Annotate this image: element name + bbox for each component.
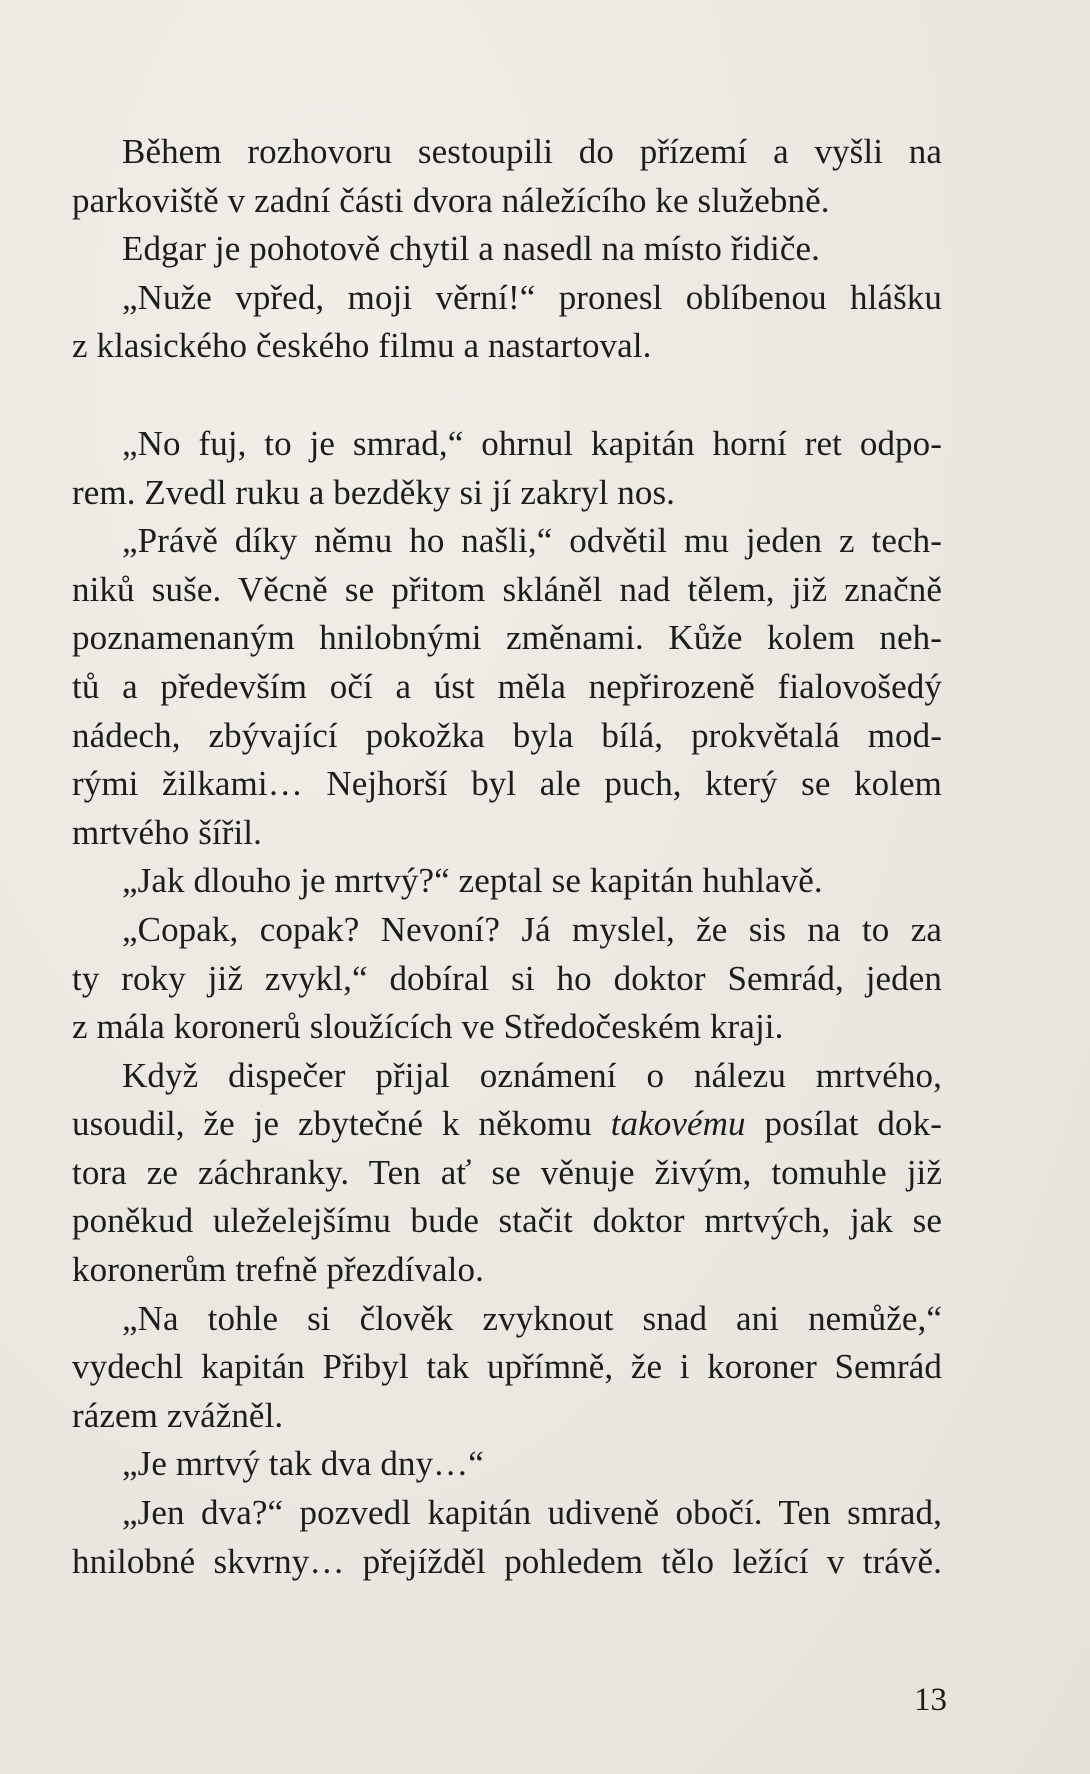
text-line: z mála koronerů sloužících ve Středočeském kraji. bbox=[72, 1007, 784, 1047]
text-line: „No fuj, to je smrad,“ ohrnul kapitán horní ret odpo- bbox=[122, 423, 942, 463]
text-line: „Na tohle si člověk zvyknout snad ani nemůže,“ bbox=[122, 1298, 942, 1338]
text-line: rázem zvážněl. bbox=[72, 1395, 284, 1435]
section-gap bbox=[72, 371, 942, 420]
text-line: „Je mrtvý tak dva dny…“ bbox=[122, 1444, 484, 1484]
text-line: rými žilkami… Nejhorší byl ale puch, který se kolem bbox=[72, 764, 942, 804]
text-segment: usoudil, že je zbytečné k někomu bbox=[72, 1104, 611, 1144]
text-line: poznamenaným hnilobnými změnami. Kůže kolem neh- bbox=[72, 618, 942, 658]
text-line: rem. Zvedl ruku a bezděky si jí zakryl nos. bbox=[72, 472, 676, 512]
text-line: koronerům trefně přezdívalo. bbox=[72, 1250, 484, 1290]
text-line: Když dispečer přijal oznámení o nálezu mrtvého, bbox=[122, 1055, 942, 1095]
text-segment: posílat dok- bbox=[745, 1104, 942, 1144]
text-section-opening bbox=[72, 128, 942, 371]
text-line: ty roky již zvykl,“ dobíral si ho doktor Semrád, jeden bbox=[72, 958, 942, 998]
text-line: z klasického českého filmu a nastartoval. bbox=[72, 326, 652, 366]
book-page-text bbox=[72, 128, 942, 1586]
italic-word: takovému bbox=[610, 1104, 746, 1144]
text-line: poněkud uleželejšímu bude stačit doktor mrtvých, jak se bbox=[72, 1201, 942, 1241]
text-line: nádech, zbývající pokožka byla bílá, prokvětalá mod- bbox=[72, 715, 942, 755]
text-section-main bbox=[72, 420, 942, 1586]
text-line: parkoviště v zadní části dvora náležícího ke služebně. bbox=[72, 180, 830, 220]
page-number: 13 bbox=[914, 1682, 947, 1718]
text-line: Edgar je pohotově chytil a nasedl na místo řidiče. bbox=[122, 229, 820, 269]
text-line: „Copak, copak? Nevoní? Já myslel, že sis na to za bbox=[122, 909, 942, 949]
text-line: Během rozhovoru sestoupili do přízemí a vyšli na bbox=[122, 132, 942, 171]
text-line: vydechl kapitán Přibyl tak upřímně, že i koroner Semrád bbox=[72, 1347, 942, 1387]
text-line: tů a především očí a úst měla nepřirozeně fialovošedý bbox=[72, 666, 942, 706]
text-line: „Právě díky němu ho našli,“ odvětil mu jeden z tech- bbox=[122, 521, 942, 561]
text-line: niků suše. Věcně se přitom skláněl nad tělem, již značně bbox=[72, 569, 942, 609]
text-line: „Jen dva?“ pozvedl kapitán udiveně obočí. Ten smrad, bbox=[122, 1493, 942, 1533]
text-line: „Nuže vpřed, moji věrní!“ pronesl oblíbenou hlášku bbox=[122, 277, 942, 317]
text-line bbox=[72, 1100, 942, 1149]
text-line: „Jak dlouho je mrtvý?“ zeptal se kapitán huhlavě. bbox=[122, 861, 823, 901]
text-line: mrtvého šířil. bbox=[72, 812, 262, 852]
text-line: tora ze záchranky. Ten ať se věnuje živým, tomuhle již bbox=[72, 1152, 942, 1192]
text-line: hnilobné skvrny… přejížděl pohledem tělo ležící v trávě. bbox=[72, 1541, 942, 1581]
